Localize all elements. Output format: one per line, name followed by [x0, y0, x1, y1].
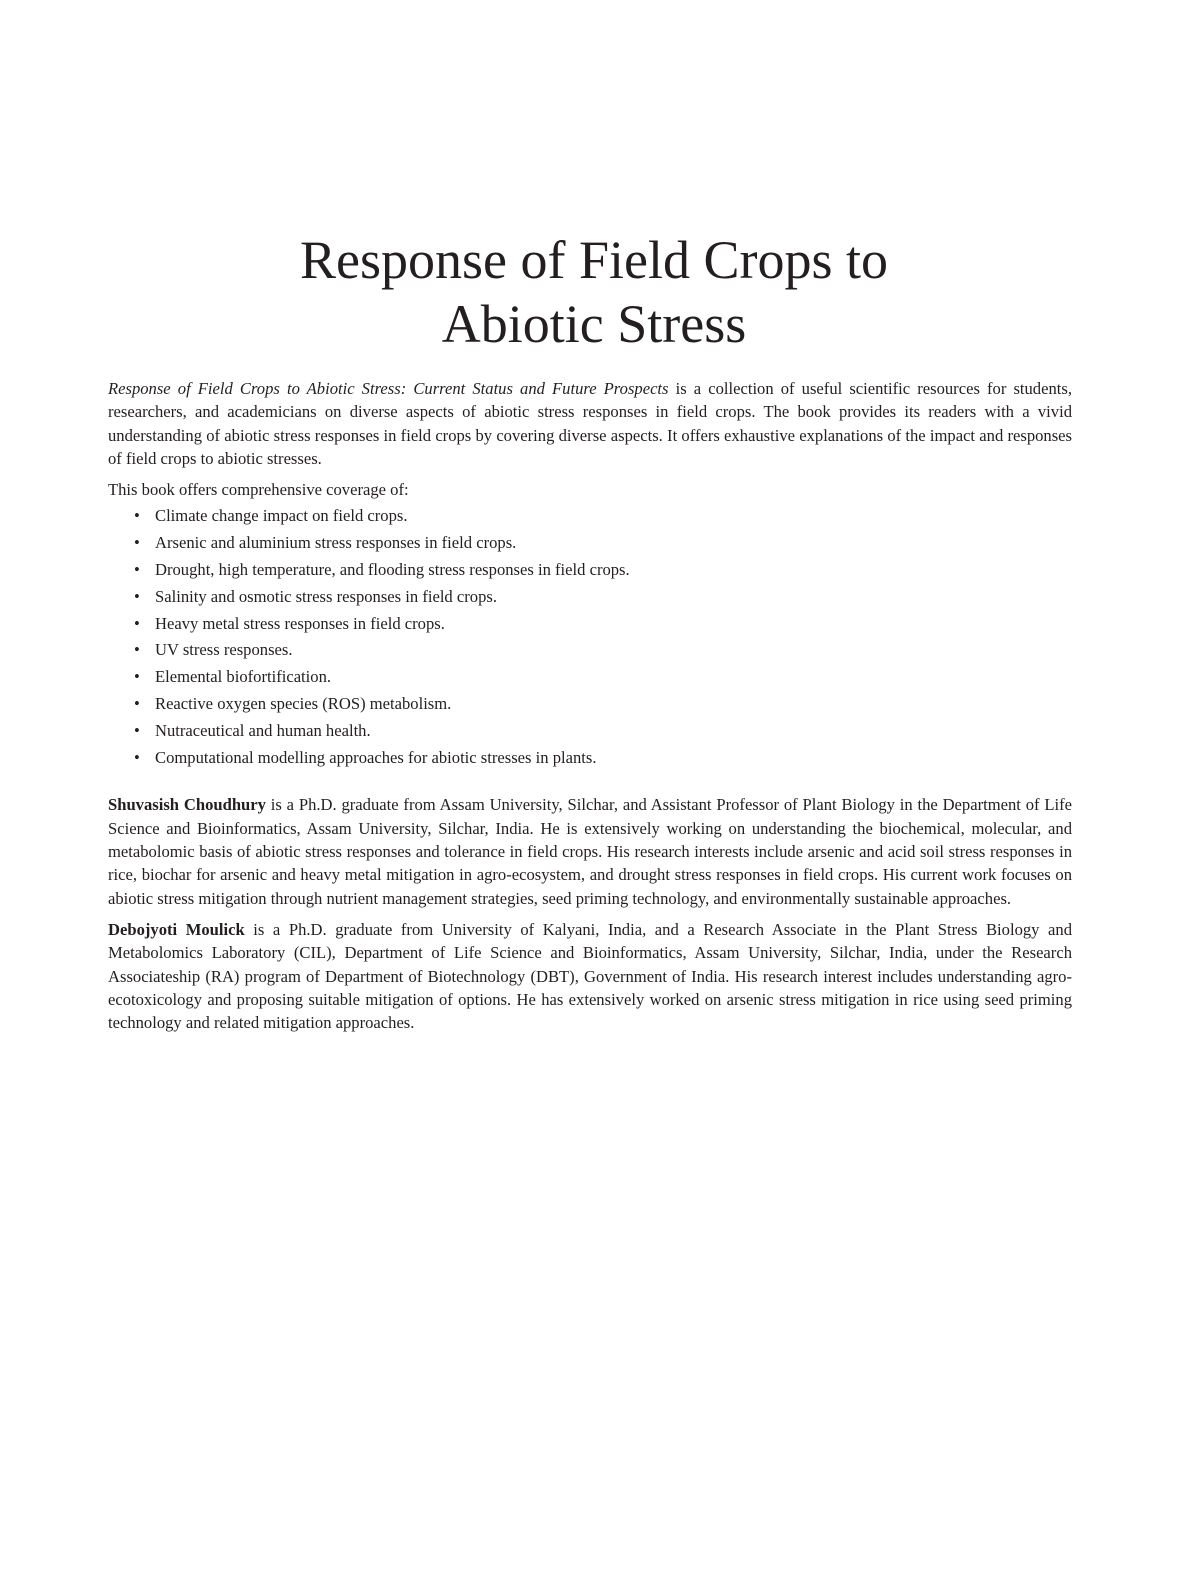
- author-name: Debojyoti Moulick: [108, 919, 245, 939]
- list-item-text: Heavy metal stress responses in field crops.: [155, 613, 445, 633]
- bullet-icon: •: [134, 694, 140, 714]
- list-item: [134, 638, 1072, 665]
- list-item: [134, 558, 1072, 585]
- list-item-text: Elemental biofortification.: [155, 667, 332, 687]
- bullet-icon: •: [134, 560, 140, 580]
- page-title: [0, 228, 1188, 356]
- list-item: [134, 504, 1072, 531]
- list-item: [134, 612, 1072, 639]
- list-item-text: Arsenic and aluminium stress responses in field crops.: [155, 533, 517, 553]
- book-title-italic: Response of Field Crops to Abiotic Stress: Current Status and Future Prospects: [108, 379, 669, 398]
- bullet-icon: •: [134, 640, 140, 660]
- list-item-text: Drought, high temperature, and flooding stress responses in field crops.: [155, 560, 630, 580]
- author-bio-moulick: [108, 918, 1072, 1034]
- coverage-heading: This book offers comprehensive coverage of:: [108, 480, 409, 500]
- list-item: [134, 719, 1072, 746]
- author-name: Shuvasish Choudhury: [108, 795, 266, 815]
- list-item: [134, 531, 1072, 558]
- list-item-text: Reactive oxygen species (ROS) metabolism.: [155, 694, 452, 714]
- list-item-text: Nutraceutical and human health.: [155, 720, 371, 740]
- bullet-icon: •: [134, 506, 140, 526]
- title-line-1: Response of Field Crops to: [300, 230, 888, 290]
- list-item: [134, 692, 1072, 719]
- bullet-icon: •: [134, 586, 140, 606]
- coverage-list: [108, 504, 1072, 772]
- list-item-text: UV stress responses.: [155, 640, 293, 660]
- list-item: [134, 585, 1072, 612]
- bullet-icon: •: [134, 533, 140, 553]
- intro-text: is a collection of useful scientific resources for students, researchers, and academicians on diverse aspects of abiotic stress responses in field crops. The book provides its readers with a vivid understanding of abiotic stress responses in field crops by covering diverse aspects. It offers exhaustive explanations of the impact and responses of field crops to abiotic stresses.: [108, 379, 1072, 468]
- intro-paragraph: [108, 377, 1072, 470]
- list-item: [134, 665, 1072, 692]
- list-item-text: Climate change impact on field crops.: [155, 506, 408, 526]
- content-body: [108, 377, 1072, 1042]
- list-item-text: Computational modelling approaches for abiotic stresses in plants.: [155, 747, 597, 767]
- bullet-icon: •: [134, 613, 140, 633]
- list-item: [134, 746, 1072, 773]
- author-bio-text: is a Ph.D. graduate from Assam University, Silchar, and Assistant Professor of Plant Biology in the Department of Life Science and Bioinformatics, Assam University, Silchar, India. He is extensively working on understanding the biochemical, molecular, and metabolomic basis of abiotic stress responses and tolerance in field crops. His research interests include arsenic and acid soil stress responses in rice, biochar for arsenic and heavy metal mitigation in agro-ecosystem, and drought stress responses in field crops. His current work focuses on abiotic stress mitigation through nutrient management strategies, seed priming technology, and environmentally sustainable approaches.: [108, 795, 1072, 908]
- title-line-2: Abiotic Stress: [441, 294, 747, 354]
- list-item-text: Salinity and osmotic stress responses in field crops.: [155, 586, 497, 606]
- author-bio-text: is a Ph.D. graduate from University of Kalyani, India, and a Research Associate in the Plant Stress Biology and Metabolomics Laboratory (CIL), Department of Life Science and Bioinformatics, Assam University, Silchar, India, under the Research Associateship (RA) program of Department of Biotechnology (DBT), Government of India. His research interest includes understanding agro-ecotoxicology and proposing suitable mitigation of options. He has extensively worked on arsenic stress mitigation in rice using seed priming technology and related mitigation approaches.: [108, 919, 1072, 1033]
- bullet-icon: •: [134, 747, 140, 767]
- bullet-icon: •: [134, 720, 140, 740]
- bullet-icon: •: [134, 667, 140, 687]
- author-bio-choudhury: [108, 793, 1072, 909]
